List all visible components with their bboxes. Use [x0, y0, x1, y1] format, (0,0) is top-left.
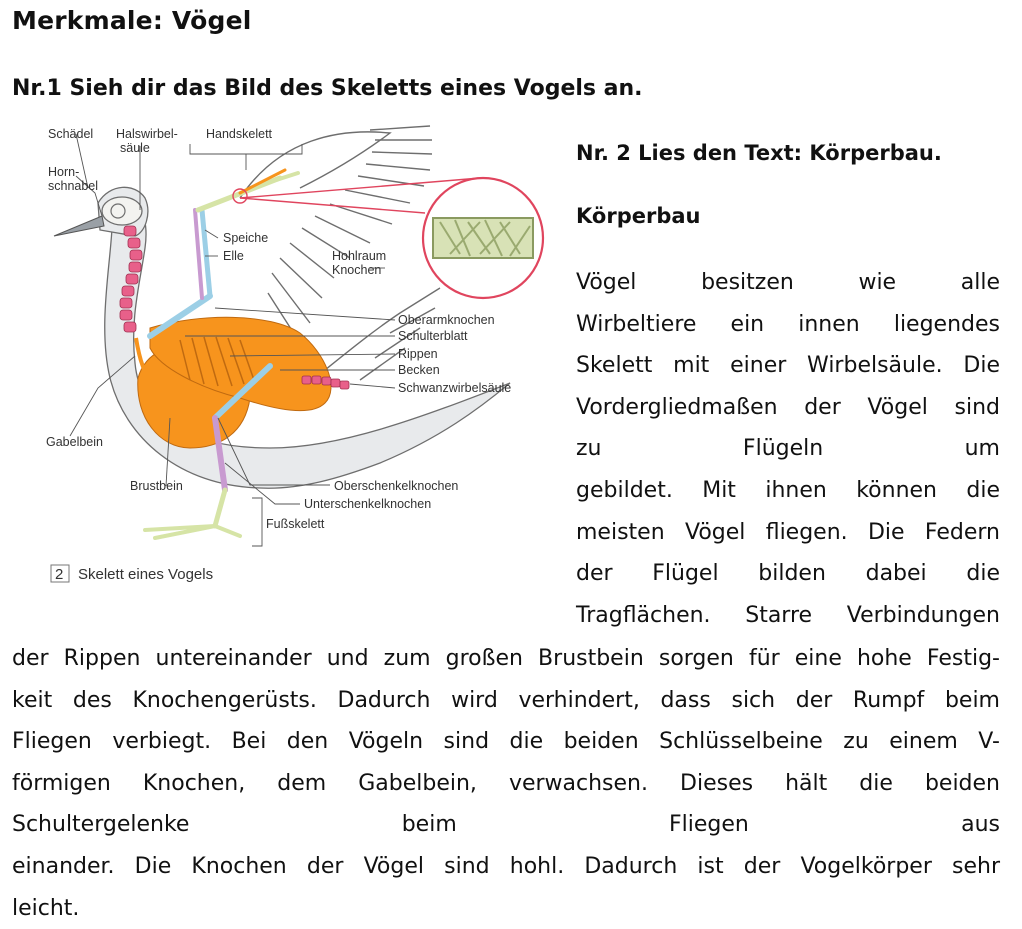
text-line: leicht.: [12, 895, 80, 921]
text-line: förmigen Knochen, dem Gabelbein, verwachsen. Dieses hält die beiden: [12, 770, 1000, 796]
label-brustbein: Brustbein: [130, 479, 183, 493]
toes: [145, 526, 240, 538]
label-elle: Elle: [223, 249, 244, 263]
label-horn-2: schnabel: [48, 179, 99, 193]
label-handskelett: Handskelett: [206, 127, 273, 141]
text-line: Vordergliedmaßen der Vögel sind: [576, 394, 1000, 420]
text-line: meisten Vögel fliegen. Die Federn: [576, 519, 1000, 545]
beak: [54, 216, 104, 236]
label-halswirbel-2: säule: [120, 141, 150, 155]
label-oberarm: Oberarmknochen: [398, 313, 495, 327]
label-rippen: Rippen: [398, 347, 438, 361]
text-column-side: [576, 262, 1000, 636]
label-gabelbein: Gabelbein: [46, 435, 103, 449]
text-line: Fliegen verbiegt. Bei den Vögeln sind die beiden Schlüsselbeine zu einem V-: [12, 729, 1000, 755]
text-line: der Flügel bilden dabei die: [576, 561, 1000, 587]
text-column-full: [12, 638, 1000, 929]
task-2-heading: Nr. 2 Lies den Text: Körperbau.: [576, 141, 942, 165]
label-schwanz: Schwanzwirbelsäule: [398, 381, 512, 395]
label-oberschenkel: Oberschenkelknochen: [334, 479, 459, 493]
hollow-bone-texture: [433, 218, 533, 258]
section-subheading: Körperbau: [576, 204, 701, 228]
label-schulterblatt: Schulterblatt: [398, 329, 468, 343]
label-hohlraum-1: Hohlraum: [332, 249, 387, 263]
label-halswirbel-1: Halswirbel-: [116, 127, 178, 141]
label-hohlraum-2: Knochen: [332, 263, 382, 277]
text-line: keit des Knochengerüsts. Dadurch wird verhindert, dass sich der Rumpf beim: [12, 687, 1000, 713]
radius: [202, 210, 210, 296]
text-line: Vögel besitzen wie alle: [576, 270, 1000, 295]
text-line: zu Flügeln um: [576, 436, 1000, 462]
figure-caption: Skelett eines Vogels: [78, 566, 214, 583]
text-line: Tragflächen. Starre Verbindungen: [576, 602, 1000, 628]
label-horn-1: Horn-: [48, 165, 80, 179]
text-line: der Rippen untereinander und zum großen Brustbein sorgen für eine hohe Festig-: [12, 646, 1000, 671]
label-becken: Becken: [398, 363, 440, 377]
label-speiche: Speiche: [223, 231, 269, 245]
text-line: Skelett mit einer Wirbelsäule. Die: [576, 353, 1000, 379]
bird-skeleton-illustration: [40, 118, 560, 598]
text-line: Schultergelenke beim Fliegen aus: [12, 812, 1000, 838]
text-line: Wirbeltiere ein innen liegendes: [576, 311, 1000, 337]
label-schaedel: Schädel: [48, 127, 94, 141]
bird-skeleton-figure: [40, 118, 560, 598]
page-title: Merkmale: Vögel: [12, 6, 252, 35]
text-line: einander. Die Knochen der Vögel sind hohl. Dadurch ist der Vogelkörper sehr: [12, 853, 1000, 879]
label-unterschenkel: Unterschenkelknochen: [304, 497, 432, 511]
tarsus: [215, 490, 225, 526]
skull: [102, 197, 142, 225]
text-line: gebildet. Mit ihnen können die: [576, 477, 1000, 503]
caption-number: 2: [55, 566, 64, 583]
label-fussskelett: Fußskelett: [266, 517, 325, 531]
task-1-heading: Nr.1 Sieh dir das Bild des Skeletts eines Vogels an.: [12, 76, 643, 101]
